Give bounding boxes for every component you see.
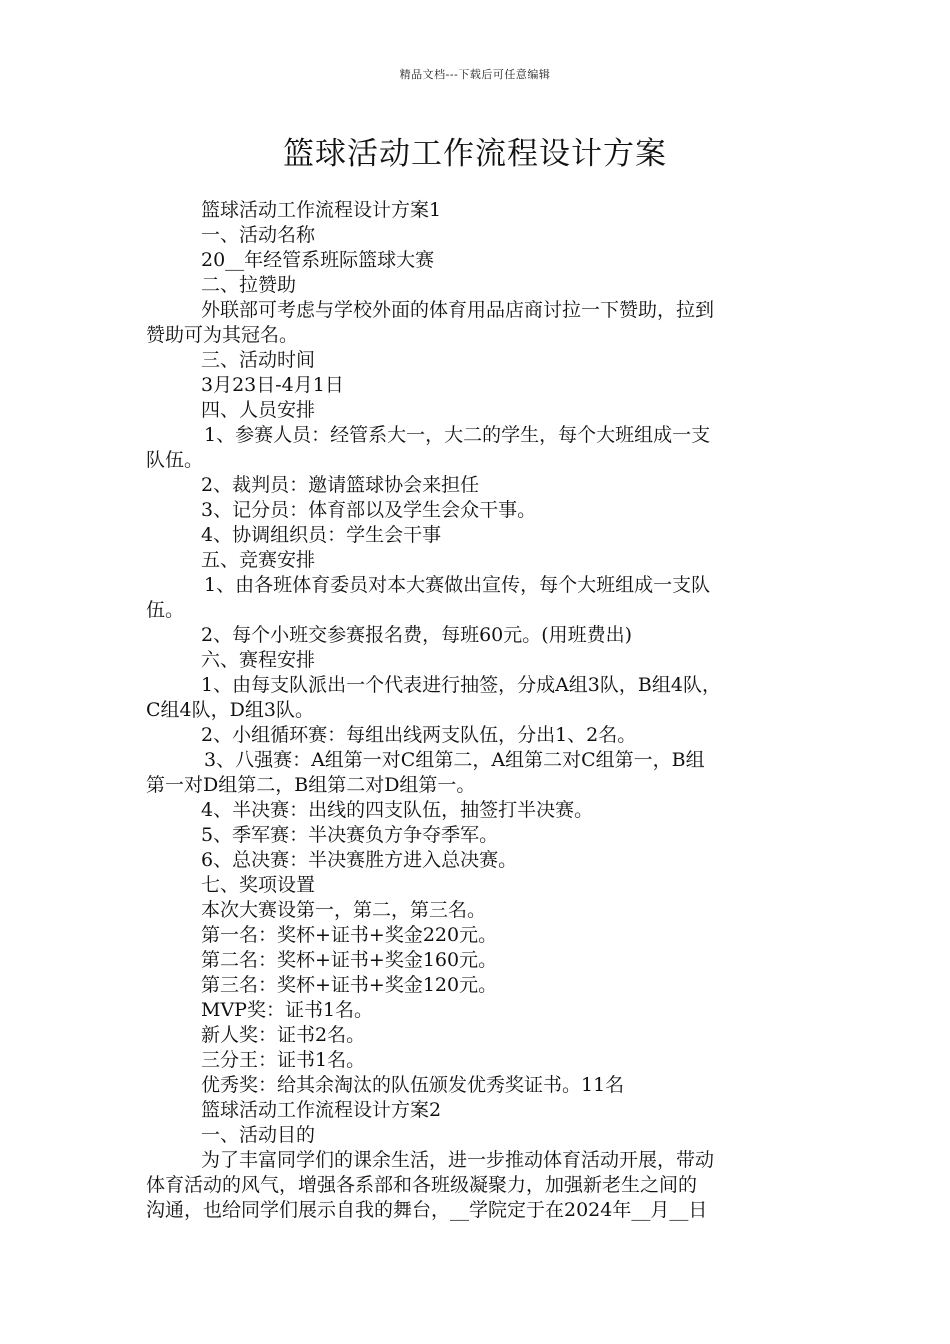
paragraph-line: 1、由各班体育委员对本大赛做出宣传，每个大班组成一支队: [204, 574, 711, 596]
document-title: 篮球活动工作流程设计方案: [283, 136, 667, 172]
paragraph-line: 第二名：奖杯+证书+奖金160元。: [201, 949, 498, 971]
paragraph-line: 3月23日-4月1日: [201, 374, 344, 396]
paragraph-line: C组4队，D组3队。: [146, 699, 314, 721]
paragraph-line: 队伍。: [146, 449, 204, 471]
paragraph-line: 为了丰富同学们的课余生活，进一步推动体育活动开展，带动: [201, 1149, 715, 1171]
heading: 七、奖项设置: [201, 874, 316, 896]
paragraph-line: 4、协调组织员：学生会干事: [201, 524, 442, 546]
paragraph-line: 2、每个小班交参赛报名费，每班60元。(用班费出): [201, 624, 633, 646]
paragraph-line: MVP奖：证书1名。: [201, 999, 374, 1021]
paragraph-line: 20__年经管系班际篮球大赛: [201, 249, 435, 271]
heading: 三、活动时间: [201, 349, 316, 371]
header-note: 精品文档---下载后可任意编辑: [399, 68, 551, 81]
heading: 五、竞赛安排: [201, 549, 316, 571]
heading: 一、活动名称: [201, 224, 316, 246]
paragraph-line: 第一对D组第二，B组第二对D组第一。: [146, 774, 476, 796]
paragraph-line: 6、总决赛：半决赛胜方进入总决赛。: [201, 849, 518, 871]
paragraph-line: 沟通，也给同学们展示自我的舞台，__学院定于在2024年__月__日: [146, 1199, 708, 1221]
document-body: [146, 198, 818, 1223]
paragraph-line: 2、小组循环赛：每组出线两支队伍，分出1、2名。: [201, 724, 637, 746]
heading: 一、活动目的: [201, 1124, 316, 1146]
paragraph-line: 4、半决赛：出线的四支队伍，抽签打半决赛。: [201, 799, 594, 821]
section-heading: 篮球活动工作流程设计方案1: [201, 199, 442, 221]
paragraph-line: 第一名：奖杯+证书+奖金220元。: [201, 924, 498, 946]
paragraph-line: 伍。: [146, 599, 185, 621]
heading: 六、赛程安排: [201, 649, 316, 671]
paragraph-line: 5、季军赛：半决赛负方争夺季军。: [201, 824, 499, 846]
paragraph-line: 外联部可考虑与学校外面的体育用品店商讨拉一下赞助，拉到: [201, 299, 715, 321]
paragraph-line: 3、八强赛：A组第一对C组第二，A组第二对C组第一，B组: [204, 749, 705, 771]
paragraph-line: 赞助可为其冠名。: [146, 324, 299, 346]
paragraph-line: 新人奖：证书2名。: [201, 1024, 366, 1046]
heading: 二、拉赞助: [201, 274, 297, 296]
paragraph-line: 2、裁判员：邀请篮球协会来担任: [201, 474, 480, 496]
paragraph-line: 1、由每支队派出一个代表进行抽签，分成A组3队，B组4队，: [201, 674, 721, 696]
paragraph-line: 1、参赛人员：经管系大一，大二的学生，每个大班组成一支: [204, 424, 711, 446]
paragraph-line: 三分王：证书1名。: [201, 1049, 366, 1071]
paragraph-line: 优秀奖：给其余淘汰的队伍颁发优秀奖证书。11名: [201, 1074, 625, 1096]
paragraph-line: 3、记分员：体育部以及学生会众干事。: [201, 499, 537, 521]
section-heading: 篮球活动工作流程设计方案2: [201, 1099, 442, 1121]
paragraph-line: 第三名：奖杯+证书+奖金120元。: [201, 974, 498, 996]
heading: 四、人员安排: [201, 399, 316, 421]
paragraph-line: 本次大赛设第一，第二，第三名。: [201, 899, 487, 921]
paragraph-line: 体育活动的风气，增强各系部和各班级凝聚力，加强新老生之间的: [146, 1174, 698, 1196]
